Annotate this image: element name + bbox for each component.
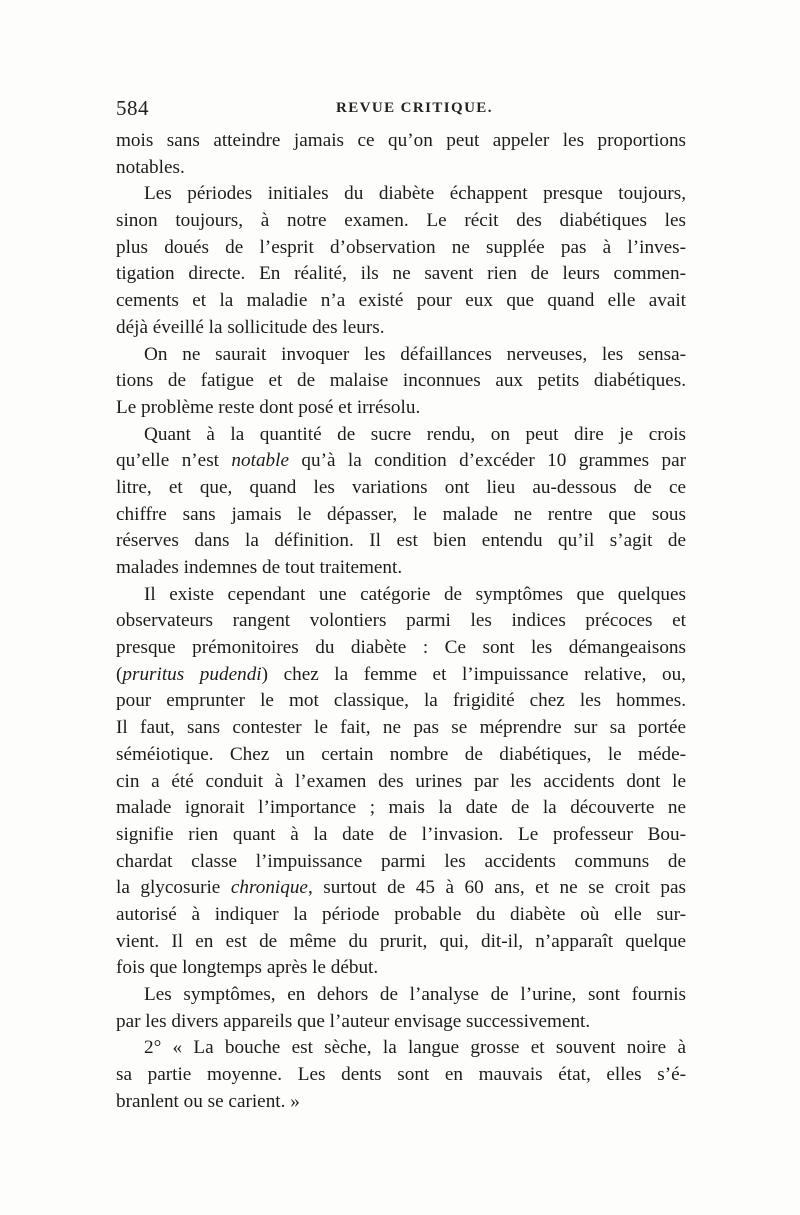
text-line: la glycosurie chronique, surtout de 45 à 60 ans, et ne se croit pas <box>116 877 686 899</box>
page-header <box>116 96 686 126</box>
paragraph-start-line: Les symptômes, en dehors de l’analyse de l’urine, sont fournis <box>144 984 686 1005</box>
text-line: (pruritus pudendi) chez la femme et l’impuissance relative, ou, <box>116 663 686 685</box>
paragraph-start-line: Les périodes initiales du diabète échappent presque toujours, <box>144 183 686 205</box>
text-line: signifie rien quant à la date de l’invasion. Le professeur Bou- <box>116 823 686 845</box>
text-line: chardat classe l’impuissance parmi les accidents communs de <box>116 850 686 872</box>
text-line: chiffre sans jamais le dépasser, le malade ne rentre que sous <box>116 503 686 525</box>
paragraph-start-line: On ne saurait invoquer les défaillances nerveuses, les sensa- <box>144 343 686 365</box>
page-number: 584 <box>116 96 149 120</box>
paragraph-start-line: Quant à la quantité de sucre rendu, on peut dire je crois <box>144 423 686 445</box>
text-line: pour emprunter le mot classique, la frigidité chez les hommes. <box>116 690 686 712</box>
text-line: par les divers appareils que l’auteur envisage successivement. <box>116 1010 591 1032</box>
text-line: notables. <box>116 156 185 178</box>
text-line: tigation directe. En réalité, ils ne savent rien de leurs commen- <box>116 263 686 285</box>
text-line: Il faut, sans contester le fait, ne pas se méprendre sur sa portée <box>116 717 686 739</box>
text-line: vient. Il en est de même du prurit, qui, dit-il, n’apparaît quelque <box>116 930 686 952</box>
text-line: cin a été conduit à l’examen des urines par les accidents dont le <box>116 770 686 792</box>
body-text <box>116 128 686 1115</box>
text-line: malades indemnes de tout traitement. <box>116 557 403 578</box>
text-line: mois sans atteindre jamais ce qu’on peut appeler les proportions <box>116 130 686 151</box>
text-line: branlent ou se carient. » <box>116 1090 300 1112</box>
running-head: REVUE CRITIQUE. <box>336 100 493 116</box>
text-line: presque prémonitoires du diabète : Ce sont les démangeaisons <box>116 637 686 659</box>
text-line: tions de fatigue et de malaise inconnues aux petits diabétiques. <box>116 370 686 392</box>
text-line: litre, et que, quand les variations ont lieu au-dessous de ce <box>116 476 686 498</box>
text-line: déjà éveillé la sollicitude des leurs. <box>116 316 385 338</box>
text-line: qu’elle n’est notable qu’à la condition d’excéder 10 grammes par <box>116 450 686 472</box>
text-line: sinon toujours, à notre examen. Le récit des diabétiques les <box>116 210 686 232</box>
text-line: séméiotique. Chez un certain nombre de diabétiques, le méde- <box>116 743 686 765</box>
text-line: Le problème reste dont posé et irrésolu. <box>116 396 421 418</box>
text-line: sa partie moyenne. Les dents sont en mauvais état, elles s’é- <box>116 1064 686 1086</box>
text-line: réserves dans la définition. Il est bien entendu qu’il s’agit de <box>116 530 686 552</box>
text-line: observateurs rangent volontiers parmi les indices précoces et <box>116 610 686 632</box>
paragraph-start-line: 2° « La bouche est sèche, la langue grosse et souvent noire à <box>144 1037 686 1059</box>
text-line: cements et la maladie n’a existé pour eux que quand elle avait <box>116 290 686 312</box>
paragraph-start-line: Il existe cependant une catégorie de symptômes que quelques <box>144 583 686 605</box>
text-line: malade ignorait l’importance ; mais la date de la découverte ne <box>116 797 686 819</box>
text-line: autorisé à indiquer la période probable du diabète où elle sur- <box>116 903 686 925</box>
text-line: fois que longtemps après le début. <box>116 957 379 979</box>
text-line: plus doués de l’esprit d’observation ne supplée pas à l’inves- <box>116 236 686 258</box>
